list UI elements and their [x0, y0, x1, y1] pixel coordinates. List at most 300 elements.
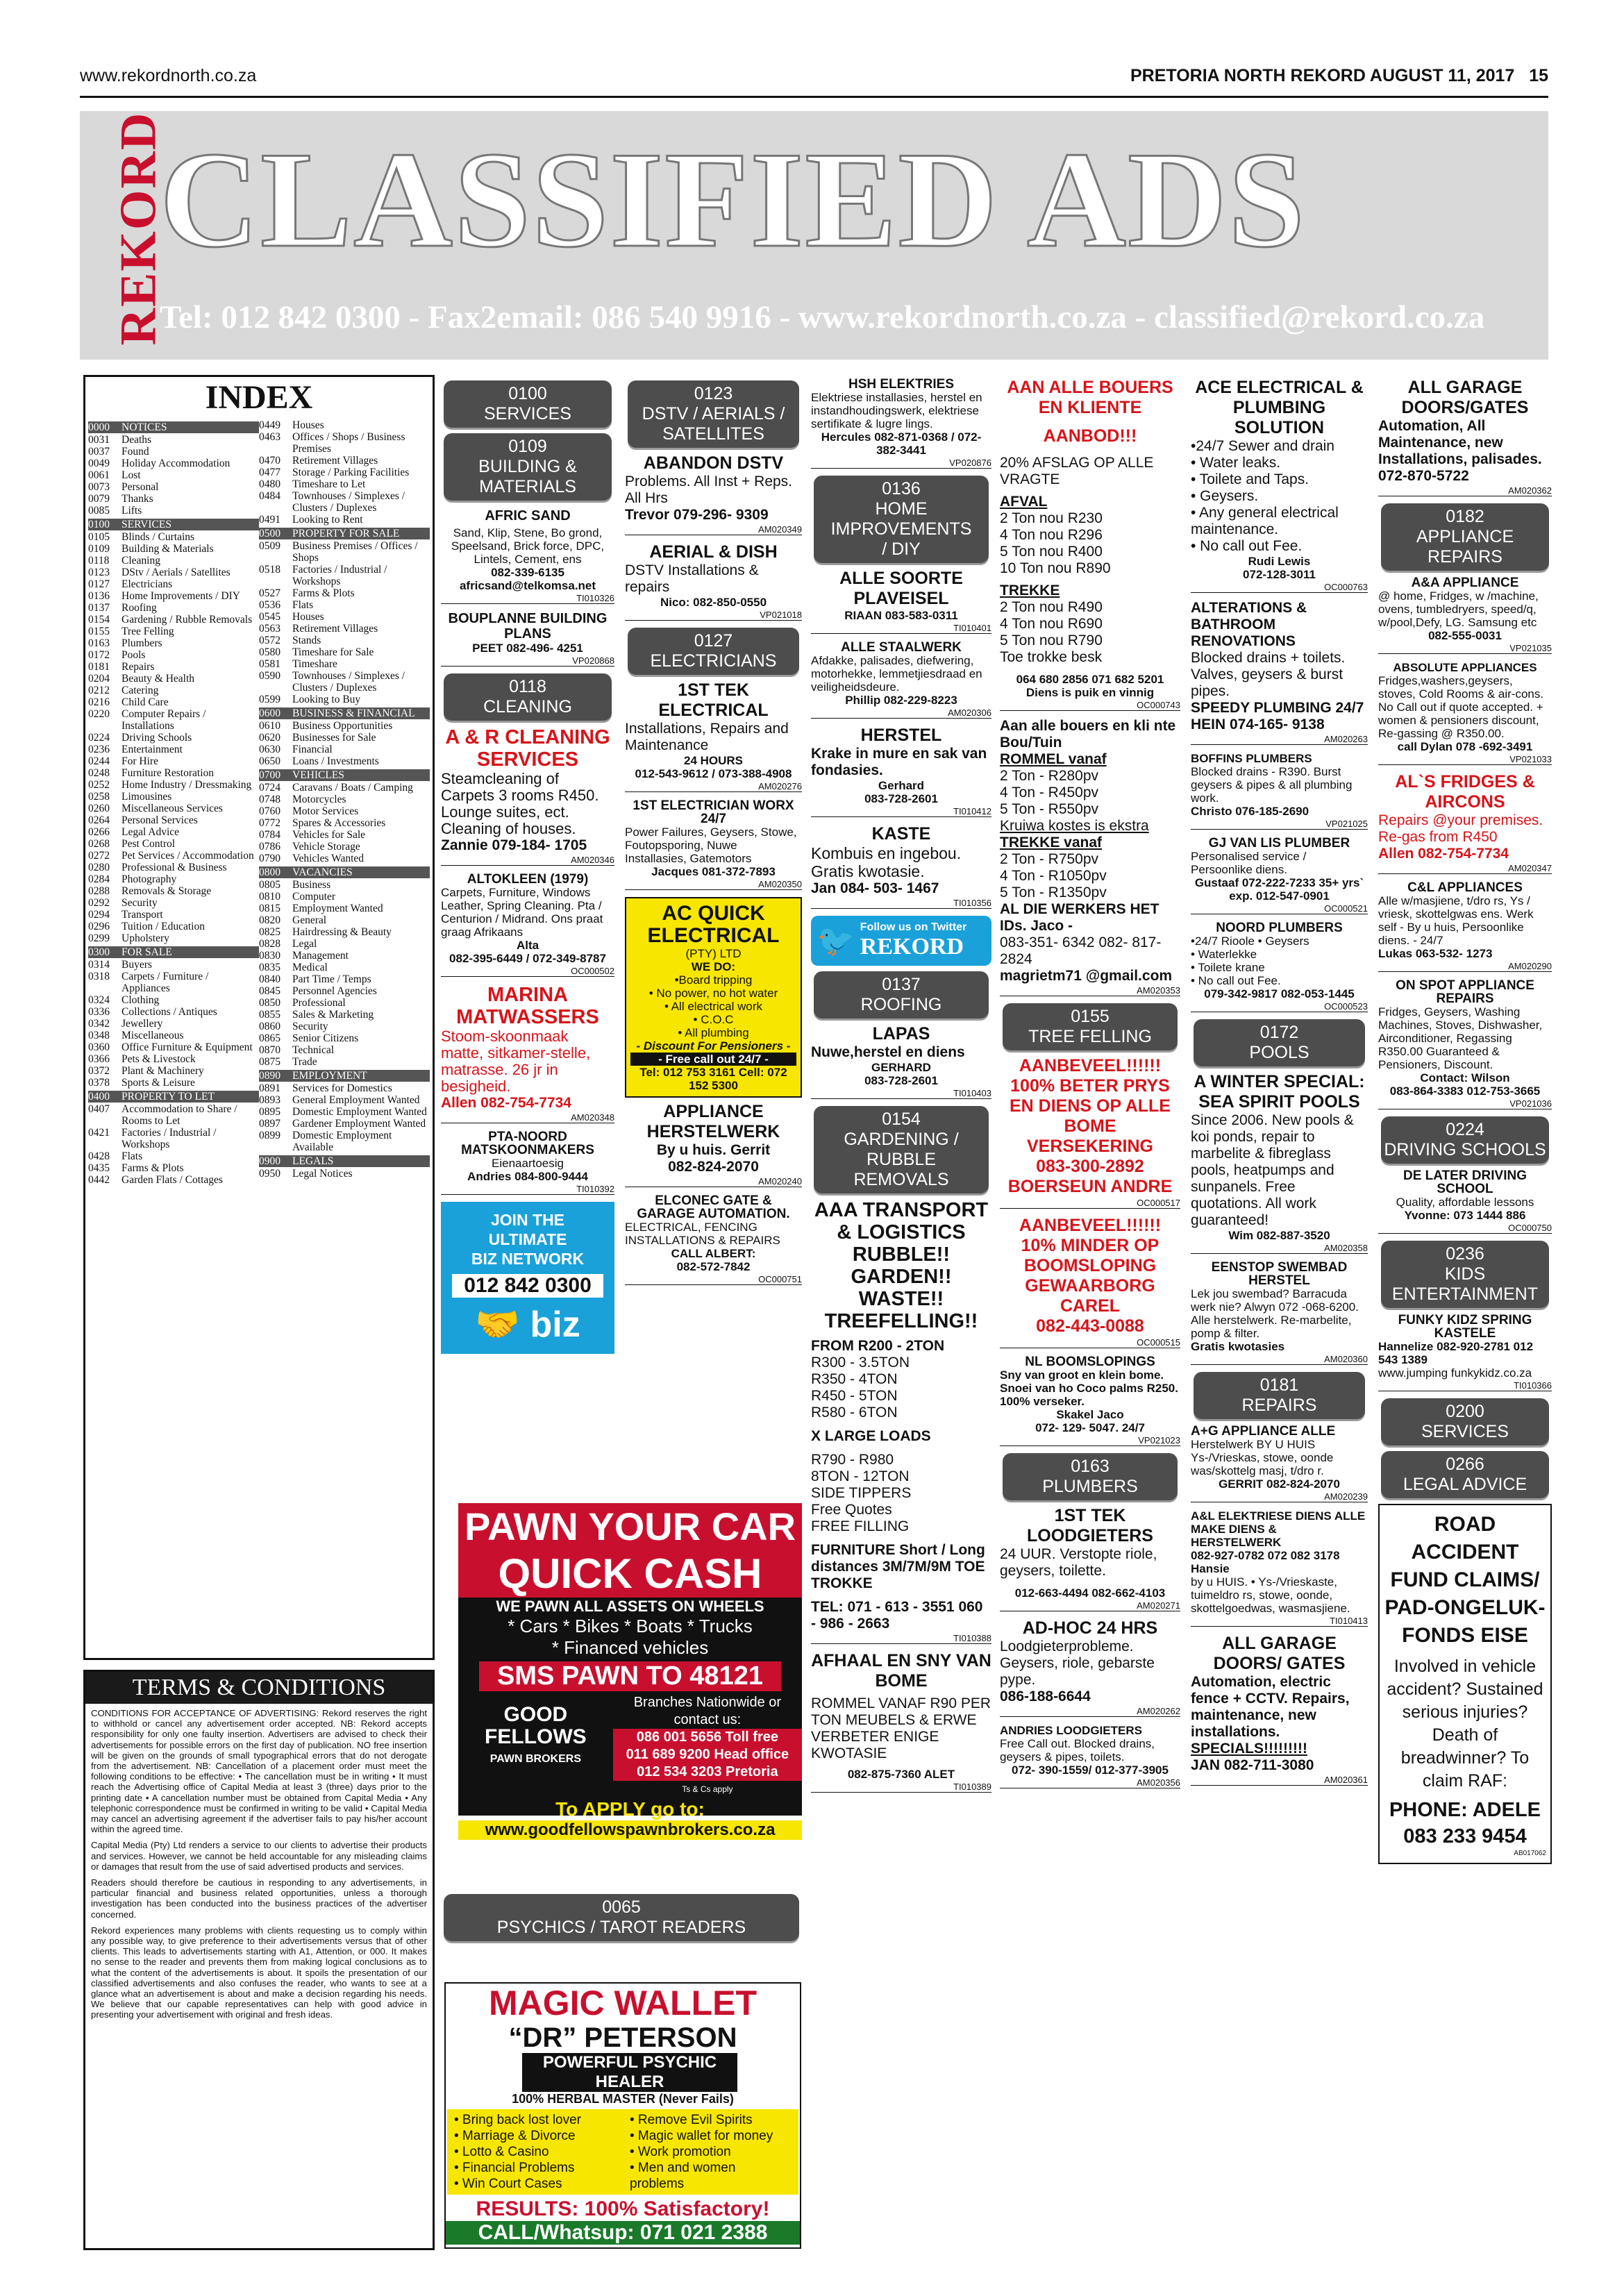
- price-item: 4 Ton nou R296: [1000, 527, 1103, 543]
- index-entry: [259, 611, 430, 623]
- ad-herstel: HERSTEL Krake in mure en sak van fondasies. Gerhard 083-728-2601 TI010412: [811, 726, 991, 816]
- section-roofing[interactable]: 0137 ROOFING: [814, 971, 989, 1019]
- index-code: 0784: [259, 829, 281, 841]
- index-entry: [88, 959, 259, 971]
- index-code: 0342: [88, 1018, 110, 1030]
- index-entry: [88, 885, 259, 897]
- index-code: 0314: [88, 959, 110, 971]
- index-label: Office Furniture & Equipment: [122, 1041, 253, 1053]
- index-entry: [259, 540, 430, 564]
- index-entry: [88, 637, 259, 649]
- index-label: Upholstery: [122, 932, 169, 944]
- list-item: • Win Court Cases: [454, 2177, 562, 2191]
- twitter-bird-icon: 🐦: [817, 924, 855, 958]
- index-label: Legal Advice: [122, 826, 180, 838]
- column-6: [1191, 375, 1368, 1793]
- index-label: VACANCIES: [292, 866, 353, 878]
- index-label: Vehicle Storage: [292, 841, 360, 853]
- list-item: • Water leaks.: [1191, 455, 1281, 471]
- aaa-price-list: [811, 1355, 991, 1421]
- index-code: 0105: [88, 531, 110, 543]
- index-code: 0435: [88, 1162, 110, 1174]
- index-label: VEHICLES: [292, 769, 344, 781]
- price-item: Free Quotes: [811, 1502, 892, 1518]
- index-label: General Employment Wanted: [292, 1094, 420, 1106]
- index-label: Business Opportunities: [292, 720, 393, 732]
- price-item: SIDE TIPPERS: [811, 1485, 912, 1501]
- index-code: 0037: [88, 446, 110, 458]
- index-code: 0292: [88, 897, 110, 909]
- psychic-services-left: [447, 2109, 623, 2195]
- section-plumbers[interactable]: 0163 PLUMBERS: [1003, 1453, 1178, 1500]
- index-entry: [259, 794, 430, 805]
- index-code: 0154: [88, 614, 110, 626]
- index-entry: [88, 696, 259, 708]
- index-label: Professional & Business: [122, 862, 227, 873]
- index-entry: [259, 962, 430, 973]
- section-electricians[interactable]: 0127 ELECTRICIANS: [628, 628, 799, 675]
- price-item: 5 Ton - R550pv: [1000, 801, 1099, 817]
- index-code: 0700: [259, 769, 281, 781]
- index-entry: [88, 1103, 259, 1127]
- ad-alterations: ALTERATIONS & BATHROOM RENOVATIONS Blocked drains + toilets. Valves, geysers & burst pipes. SPEEDY PLUMBING 24/7 HEIN 074-165- 9138 AM020263: [1191, 600, 1368, 744]
- ad-aa-appliance: A&A APPLIANCE @ home, Fridges, w /machine, ovens, tumbledryers, speed/q, w/pool,Defy, LG. Samsung etc 082-555-0031 VP021035: [1378, 576, 1552, 653]
- index-label: Plant & Machinery: [122, 1065, 204, 1077]
- index-label: Found: [122, 446, 149, 458]
- ad-cl-appliances: C&L APPLIANCES Alle w/masjiene, t/dro rs, Ys / vriesk, skottelgwas ens. Werk self - By u huis, Persoonlike diens. - 24/7 Lukas 063-532- 1273 AM020290: [1378, 880, 1552, 971]
- ad-magic-wallet: MAGIC WALLET “DR” PETERSON POWERFUL PSYCHIC HEALER 100% HERBAL MASTER (Never Fails) • Bring back lost lover • Marriage & Divorce • Lotto & Casino • Financial Problems • Win Court Cases • Remove Evil Spirits • Magic wallet for money • Work promotion • Men and women problems RESULTS: 100% Satisfactory! CALL/Whatsup: 071 021 2388: [444, 1982, 801, 2249]
- index-entry: [88, 649, 259, 661]
- index-code: 0825: [259, 926, 281, 938]
- column-3: [625, 375, 802, 1292]
- index-label: Business Premises / Offices / Shops: [292, 540, 418, 564]
- price-item: 2 Ton - R750pv: [1000, 851, 1099, 867]
- index-label: General: [292, 914, 327, 926]
- ad-abandon-dstv: ABANDON DSTV Problems. All Inst + Reps. All Hrs Trevor 079-296- 9309 AM020349: [625, 453, 802, 535]
- ad-sea-spirit-pools: A WINTER SPECIAL: SEA SPIRIT POOLS Since 2006. New pools & koi ponds, repair to marbelite & fibreglass pools, heatpumps and sunpanels. Free quotations. All work guaranteed! Wim 082-887-3520 AM020358: [1191, 1072, 1368, 1253]
- index-label: Home Improvements / DIY: [122, 590, 240, 602]
- price-item: Toe trokke besk: [1000, 649, 1103, 665]
- index-label: Financial: [292, 744, 333, 755]
- index-entry: [259, 732, 430, 744]
- masthead: [80, 111, 1548, 360]
- ad-altokleen: ALTOKLEEN (1979) Carpets, Furniture, Windows Leather, Spring Cleaning. Pta / Centurion / Midrand. Ons praat graag Afrikaans Alta 082-395-6449 / 072-349-8787 OC000502: [441, 872, 614, 976]
- section-kids-entertainment[interactable]: 0236 KIDS ENTERTAINMENT: [1381, 1241, 1549, 1308]
- section-appliance-repairs[interactable]: 0182 APPLIANCE REPAIRS: [1381, 503, 1549, 571]
- list-item: • Bring back lost lover: [454, 2113, 582, 2127]
- index-entry: [88, 1053, 259, 1065]
- index-label: Holiday Accommodation: [122, 458, 231, 469]
- index-entry: [259, 926, 430, 938]
- index-label: Hairdressing & Beauty: [292, 926, 392, 938]
- index-label: PROPERTY TO LET: [122, 1091, 215, 1103]
- index-code: 0610: [259, 720, 281, 732]
- index-entry: [88, 1174, 259, 1186]
- ad-all-garage-doors: ALL GARAGE DOORS/GATES Automation, All Maintenance, new Installations, palisades. 072-870-5722 AM020362: [1378, 378, 1552, 496]
- terms-title: TERMS & CONDITIONS: [85, 1672, 433, 1704]
- index-label: Computer: [292, 891, 335, 903]
- index-entry: [259, 755, 430, 767]
- index-code: 0724: [259, 782, 281, 794]
- ad-aan-alle-bouers: AAN ALLE BOUERS EN KLIENTE AANBOD!!! 20% AFSLAG OP ALLE VRAGTE AFVAL 2 Ton nou R230 4 Ton nou R296 5 Ton nou R400 10 Ton nou R890 TREKKE 2 Ton nou R490 4 Ton nou R690 5 Ton nou R790 Toe trokke besk 064 680 2856 071 682 5201 Diens is puik en vinnig OC000743: [1000, 378, 1180, 710]
- index-code: 0630: [259, 744, 281, 755]
- index-entry: [259, 694, 430, 705]
- index-label: Gardening / Rubble Removals: [122, 614, 253, 626]
- index-code: 0893: [259, 1094, 281, 1106]
- index-entry: [259, 720, 430, 732]
- index-code: 0061: [88, 469, 110, 481]
- ad-plaveisel: ALLE SOORTE PLAVEISEL RIAAN 083-583-0311 TI010401: [811, 569, 991, 634]
- index-label: Personal Services: [122, 814, 198, 826]
- index-label: Vehicles for Sale: [292, 829, 366, 841]
- index-label: Management: [292, 950, 349, 962]
- index-label: Spares & Accessories: [292, 817, 386, 829]
- index-entry: [88, 971, 259, 994]
- index-label: Beauty & Health: [122, 673, 195, 685]
- index-code: 0318: [88, 971, 110, 982]
- index-label: Houses: [292, 419, 324, 431]
- price-item: 5 Ton - R1350pv: [1000, 885, 1107, 900]
- index-entry: [259, 985, 430, 997]
- price-item: 4 Ton - R1050pv: [1000, 868, 1107, 884]
- index-column-left: [88, 419, 259, 1186]
- price-item: R790 - R980: [811, 1452, 894, 1468]
- index-entry: [88, 779, 259, 791]
- twitter-follow[interactable]: 🐦 Follow us on Twitter REKORD: [811, 916, 991, 966]
- index-code: 0407: [88, 1103, 110, 1115]
- index-code: 0820: [259, 914, 281, 926]
- index-entry: [259, 1009, 430, 1021]
- index-label: Medical: [292, 962, 328, 973]
- index-code: 0599: [259, 694, 281, 705]
- index-entry: [88, 1150, 259, 1162]
- ad-afric-sand: AFRIC SAND Sand, Klip, Stene, Bo grond, Speelsand, Brick force, DPC, Lintels, Cement, ens 082-339-6135 africsand@telkomsa.net TI010326: [441, 506, 614, 604]
- index-entry: [88, 567, 259, 578]
- list-item: • No power, no hot water: [648, 987, 778, 1000]
- index-entry: [88, 481, 259, 493]
- index-label: Limousines: [122, 791, 172, 803]
- ad-marina: MARINA MATWASSERS Stoom-skoonmaak matte, sitkamer-stelle, matrasse. 26 jr in besigheid. Allen 082-754-7734 AM020348: [441, 984, 614, 1123]
- index-entry: [259, 891, 430, 903]
- index-label: Garden Flats / Cottages: [122, 1174, 223, 1186]
- section-legal-advice[interactable]: 0266 LEGAL ADVICE: [1381, 1451, 1549, 1498]
- column-2: [441, 375, 614, 1354]
- index-label: Furniture Restoration: [122, 767, 215, 779]
- index-entry: [259, 1056, 430, 1068]
- ad-funky-kidz: FUNKY KIDZ SPRING KASTELE Hannelize 082-920-2781 012 543 1389 www.jumping funkykidz.co.za TI010366: [1378, 1313, 1552, 1391]
- index-entry: [259, 1118, 430, 1130]
- index-label: Collections / Antiques: [122, 1006, 217, 1018]
- ad-boffins: BOFFINS PLUMBERS Blocked drains - R390. Burst geysers & pipes & all plumbing work. Christo 076-185-2690 VP021025: [1191, 752, 1368, 829]
- list-item: • Financial Problems: [454, 2161, 575, 2175]
- index-entry: [259, 419, 430, 431]
- ad-ace-electrical: ACE ELECTRICAL & PLUMBING SOLUTION •24/7 Sewer and drain • Water leaks. • Toilete and Taps. • Geysers. • Any general electrical maintenance. • No call out Fee. Rudi Lewis 072-128-3011 OC000763: [1191, 378, 1368, 592]
- ad-lapas: LAPAS Nuwe,herstel en diens GERHARD 083-728-2601 TI010403: [811, 1024, 991, 1098]
- index-code: 0163: [88, 637, 110, 649]
- index-label: Looking to Buy: [292, 694, 361, 705]
- list-item: • All plumbing: [678, 1026, 749, 1039]
- ad-andries-loodgieters: ANDRIES LOODGIETERS Free Call out. Blocked drains, geysers & pipes, toilets. 072- 390-1559/ 012-377-3905 AM020356: [1000, 1724, 1180, 1788]
- list-item: •24/7 Rioole • Geysers: [1191, 935, 1309, 948]
- ad-aerial-dish: AERIAL & DISH DSTV Installations & repairs Nico: 082-850-0550 VP021018: [625, 542, 802, 620]
- index-code: 0378: [88, 1077, 110, 1089]
- index-label: Caravans / Boats / Camping: [292, 782, 413, 794]
- section-building[interactable]: 0109 BUILDING & MATERIALS: [444, 433, 612, 501]
- index-code: 0372: [88, 1065, 110, 1077]
- ad-al-elektriese: A&L ELEKTRIESE DIENS ALLE MAKE DIENS & HERSTELWERK 082-927-0782 072 082 3178 Hansie by u HUIS. • Ys-/Vrieskaste, tuimeldro rs, stowe, oonde, skottelgoedwas, wasmasjiene. TI010413: [1191, 1509, 1368, 1626]
- index-label: Motorcycles: [292, 794, 346, 805]
- index-entry: [259, 782, 430, 794]
- index-entry: [88, 932, 259, 944]
- section-cleaning[interactable]: 0118 CLEANING: [444, 673, 612, 721]
- price-item: 5 Ton nou R400: [1000, 544, 1103, 560]
- ad-als-fridges: AL`S FRIDGES & AIRCONS Repairs @your premises. Re-gas from R450 Allen 082-754-7734 AM020347: [1378, 772, 1552, 873]
- index-code: 0855: [259, 1009, 281, 1021]
- index-heading: [88, 519, 259, 530]
- index-label: Catering: [122, 685, 159, 696]
- index-entry: [88, 1127, 259, 1150]
- index-label: Farms & Plots: [292, 587, 355, 599]
- ad-all-garage-doors-jan: ALL GARAGE DOORS/ GATES Automation, electric fence + CCTV. Repairs, maintenance, new installations. SPECIALS!!!!!!!!! JAN 082-711-3080 AM020361: [1191, 1634, 1368, 1785]
- column-4: [811, 375, 991, 1800]
- biz-network-ad[interactable]: JOIN THE ULTIMATE BIZ NETWORK 012 842 0300 🤝 biz: [441, 1202, 614, 1354]
- section-title: CLASSIFIED ADS: [160, 124, 1307, 276]
- section-gardening[interactable]: 0154 GARDENING / RUBBLE REMOVALS: [814, 1106, 989, 1193]
- terms-paragraph: Readers should therefore be cautious in responding to any advertisements, in particular financial and business related opportunities, unless a thorough investigation has been conducted into the business practices of the advertiser concerned.: [91, 1877, 427, 1920]
- list-item: •24/7 Sewer and drain: [1191, 438, 1334, 454]
- index-code: 0620: [259, 732, 281, 744]
- index-entry: [88, 744, 259, 755]
- index-code: 0212: [88, 685, 110, 696]
- index-label: Tree Felling: [122, 626, 174, 637]
- index-code: 0127: [88, 578, 110, 590]
- rommel-price-list: [1000, 768, 1180, 818]
- index-entry: [88, 755, 259, 767]
- index-label: Transport: [122, 909, 163, 921]
- index-code: 0509: [259, 540, 281, 552]
- index-code: 0268: [88, 838, 110, 850]
- index-label: Trade: [292, 1056, 317, 1068]
- trekke-price-list: [1000, 599, 1180, 666]
- index-entry: [259, 1094, 430, 1106]
- index-label: DStv / Aerials / Satellites: [122, 567, 231, 578]
- list-item: • Magic wallet for money: [630, 2129, 773, 2143]
- section-dstv[interactable]: 0123 DSTV / AERIALS / SATELLITES: [628, 380, 799, 448]
- index-code: 0805: [259, 879, 281, 891]
- index-entry: [259, 1021, 430, 1032]
- index-entry: [88, 661, 259, 673]
- index-entry: [259, 670, 430, 694]
- index-label: Thanks: [122, 493, 153, 505]
- index-label: Pet Services / Accommodation: [122, 850, 254, 862]
- index-code: 0123: [88, 567, 110, 578]
- index-code: 0000: [88, 421, 110, 433]
- index-label: Accommodation to Share / Rooms to Let: [122, 1103, 237, 1127]
- index-entry: [88, 626, 259, 637]
- index-code: 0073: [88, 481, 110, 493]
- index-code: 0244: [88, 755, 110, 767]
- section-psychics[interactable]: 0065 PSYCHICS / TAROT READERS: [444, 1894, 799, 1941]
- ad-kaste: KASTE Kombuis en ingebou. Gratis kwotasie. Jan 084- 503- 1467 TI010356: [811, 824, 991, 908]
- index-entry: [88, 909, 259, 921]
- index-code: 0220: [88, 708, 110, 720]
- index-entry: [88, 505, 259, 517]
- page-number: 15: [1529, 66, 1548, 85]
- price-item: R580 - 6TON: [811, 1405, 898, 1421]
- price-item: FREE FILLING: [811, 1518, 910, 1534]
- index-label: Motor Services: [292, 805, 359, 817]
- index-entry: [88, 1030, 259, 1041]
- index-label: Jewellery: [122, 1018, 163, 1030]
- index-label: Pools: [122, 649, 146, 661]
- index-label: Businesses for Sale: [292, 732, 376, 744]
- index-code: 0500: [259, 528, 281, 539]
- price-item: 5 Ton nou R790: [1000, 632, 1103, 648]
- index-label: Business: [292, 879, 331, 891]
- section-services[interactable]: 0100 SERVICES: [444, 380, 612, 428]
- index-code: 0518: [259, 564, 281, 576]
- ad-pawn-car[interactable]: PAWN YOUR CAR QUICK CASH WE PAWN ALL ASSETS ON WHEELS * Cars * Bikes * Boats * Trucks * Financed vehicles SMS PAWN TO 48121 GOOD FELLOWS PAWN BROKERS Branches Nationwide or contact us: 086 001 5656 Toll free 011 689 9200 Head office 012 534 3203 Pretoria Ts & Cs apply To APPLY go to: www.goodfellowspawnbrokers.co.za: [458, 1503, 802, 1816]
- ad-road-accident-fund: ROAD ACCIDENT FUND CLAIMS/ PAD-ONGELUK-FONDS EISE Involved in vehicle accident? Sustained serious injuries? Death of breadwinner? To claim RAF: PHONE: ADELE 083 233 9454 AB017062: [1378, 1504, 1552, 1864]
- ad-absolute-appliances: ABSOLUTE APPLIANCES Fridges,washers,geysers, stoves, Cold Rooms & air-cons. No Call out if quote accepted. + women & pensioners discount, Re-gassing @ R350.00. call Dylan 078 -692-3491 VP021033: [1378, 661, 1552, 764]
- section-repairs[interactable]: 0181 REPAIRS: [1194, 1372, 1365, 1419]
- terms-paragraph: CONDITIONS FOR ACCEPTANCE OF ADVERTISING: Rekord reserves the right to withhold or cancel any advertisement order accepted. NB: Rekord accepts responsibility for only one faulty insertion. Advertisers are advised to check their advertisements for possible errors on the first day of publication. NO free insertion will be given on the grounds of small typographical errors that do not derogate from the advertisement. NB: Cancellation of a placement order must meet the following conditions to be effective: • The cancellation must be in writing • It must reach the Advertising office of Capital Media at least 3 (three) days prior to the printing date • A cancellation number must be obtained from Capital Media • Any telephonic correspondence must be confirmed in writing to be valid • Capital Media may cancel an advertising agreement if the advertiser fails to pay his/her account within the agreed time.: [91, 1708, 427, 1835]
- index-entry: [259, 1130, 430, 1153]
- price-item: R450 - 5TON: [811, 1388, 898, 1404]
- index-code: 0875: [259, 1056, 281, 1068]
- index-entry: [259, 658, 430, 670]
- index-entry: [259, 587, 430, 599]
- index-label: Farms & Plots: [122, 1162, 184, 1174]
- index-code: 0563: [259, 623, 281, 635]
- index-label: Building & Materials: [122, 543, 214, 555]
- index-code: 0264: [88, 814, 110, 826]
- index-label: Entertainment: [122, 744, 183, 755]
- index-entry: [88, 1018, 259, 1030]
- index-label: Pets & Livestock: [122, 1053, 196, 1065]
- list-item: • Work promotion: [630, 2145, 731, 2159]
- index-code: 0815: [259, 903, 281, 914]
- section-home-improvements[interactable]: 0136 HOME IMPROVEMENTS / DIY: [814, 476, 989, 563]
- index-entry: [88, 994, 259, 1006]
- index-code: 0581: [259, 658, 281, 670]
- ace-services-list: [1191, 438, 1368, 555]
- index-entry: [259, 903, 430, 914]
- index-code: 0366: [88, 1053, 110, 1065]
- index-code: 0294: [88, 909, 110, 921]
- index-code: 0899: [259, 1130, 281, 1141]
- index-code: 0790: [259, 853, 281, 864]
- index-code: 0400: [88, 1091, 110, 1103]
- list-item: • No call out Fee.: [1191, 974, 1281, 987]
- index-label: Domestic Employment Wanted: [292, 1106, 427, 1118]
- index-label: Sales & Marketing: [292, 1009, 374, 1021]
- section-pools[interactable]: 0172 POOLS: [1194, 1019, 1365, 1066]
- index-code: 0800: [259, 866, 281, 878]
- index-label: Retirement Villages: [292, 623, 378, 635]
- index-code: 0760: [259, 805, 281, 817]
- index-label: Legal Notices: [292, 1168, 353, 1180]
- price-item: 2 Ton nou R490: [1000, 599, 1103, 615]
- index-label: Legal: [292, 938, 317, 950]
- index-code: 0810: [259, 891, 281, 903]
- index-entry: [259, 744, 430, 755]
- index-label: Townhouses / Simplexes / Clusters / Duplexes: [292, 670, 405, 694]
- index-label: Personal: [122, 481, 159, 493]
- index-code: 0181: [88, 661, 110, 673]
- index-label: Driving Schools: [122, 732, 192, 744]
- noord-services-list: [1191, 935, 1368, 987]
- index-label: Storage / Parking Facilities: [292, 467, 410, 478]
- list-item: • All electrical work: [664, 1000, 763, 1013]
- price-item: 2 Ton nou R230: [1000, 510, 1103, 526]
- index-code: 0031: [88, 434, 110, 446]
- section-tree-felling[interactable]: 0155 TREE FELLING: [1003, 1003, 1178, 1050]
- index-label: Lifts: [122, 505, 142, 517]
- index-label: Part Time / Temps: [292, 973, 371, 985]
- terms-box: [83, 1670, 435, 2250]
- index-entry: [259, 1106, 430, 1118]
- index-code: 0860: [259, 1021, 281, 1032]
- index-code: 0600: [259, 707, 281, 719]
- index-heading: [88, 1091, 259, 1103]
- index-code: 0360: [88, 1041, 110, 1053]
- index-label: Plumbers: [122, 637, 162, 649]
- index-label: LEGALS: [292, 1155, 334, 1167]
- index-heading: [259, 528, 430, 539]
- index-entry: [259, 467, 430, 478]
- index-label: Removals & Storage: [122, 885, 212, 897]
- psychic-services-right: [623, 2109, 798, 2195]
- index-label: Domestic Employment Available: [292, 1130, 392, 1153]
- index-label: Stands: [292, 635, 321, 646]
- index-entry: [88, 1006, 259, 1018]
- index-heading: [259, 769, 430, 781]
- price-item: 8TON - 12TON: [811, 1468, 910, 1484]
- ad-appliance-herstelwerk: APPLIANCE HERSTELWERK By u huis. Gerrit 082-824-2070 AM020240: [625, 1102, 802, 1187]
- list-item: • C.O.C: [693, 1013, 734, 1026]
- ad-aaa-transport: AAA TRANSPORT & LOGISTICS RUBBLE!! GARDEN!! WASTE!! TREEFELLING!! FROM R200 - 2TON R300 - 3.5TON R350 - 4TON R450 - 5TON R580 - 6TON X LARGE LOADS R790 - R980 8TON - 12TON SIDE TIPPERS Free Quotes FREE FILLING FURNITURE Short / Long distances 3M/7M/9M TOE TROKKE TEL: 071 - 613 - 3551 060 - 986 - 2663 TI010388: [811, 1199, 991, 1643]
- section-driving-schools[interactable]: 0224 DRIVING SCHOOLS: [1381, 1116, 1549, 1164]
- index-code: 0477: [259, 467, 281, 478]
- index-label: Buyers: [122, 959, 152, 971]
- index-label: Looking to Rent: [292, 514, 363, 526]
- index-entry: [259, 879, 430, 891]
- page-header: [80, 66, 1548, 94]
- section-services-0200[interactable]: 0200 SERVICES: [1381, 1398, 1549, 1446]
- index-entry: [259, 973, 430, 985]
- acq-services-list: [630, 973, 796, 1039]
- index-label: Electricians: [122, 578, 173, 590]
- index-code: 0049: [88, 458, 110, 469]
- index-code: 0890: [259, 1070, 281, 1082]
- ad-1st-tek-loodgieters: 1ST TEK LOODGIETERS 24 UUR. Verstopte riole, geysers, toilette. 012-663-4494 082-662-4103 AM020271: [1000, 1506, 1180, 1611]
- index-code: 0865: [259, 1032, 281, 1044]
- index-code: 0480: [259, 478, 281, 490]
- index-entry: [88, 826, 259, 838]
- index-code: 0463: [259, 431, 281, 443]
- index-entry: [259, 914, 430, 926]
- index-label: Deaths: [122, 434, 152, 446]
- index-title: INDEX: [205, 379, 313, 416]
- site-url[interactable]: www.rekordnorth.co.za: [80, 66, 257, 85]
- index-entry: [259, 490, 430, 514]
- index-entry: [259, 1168, 430, 1180]
- index-entry: [88, 1065, 259, 1077]
- index-code: 0650: [259, 755, 281, 767]
- index-label: Carpets / Furniture / Appliances: [122, 971, 209, 994]
- index-heading: [88, 421, 259, 433]
